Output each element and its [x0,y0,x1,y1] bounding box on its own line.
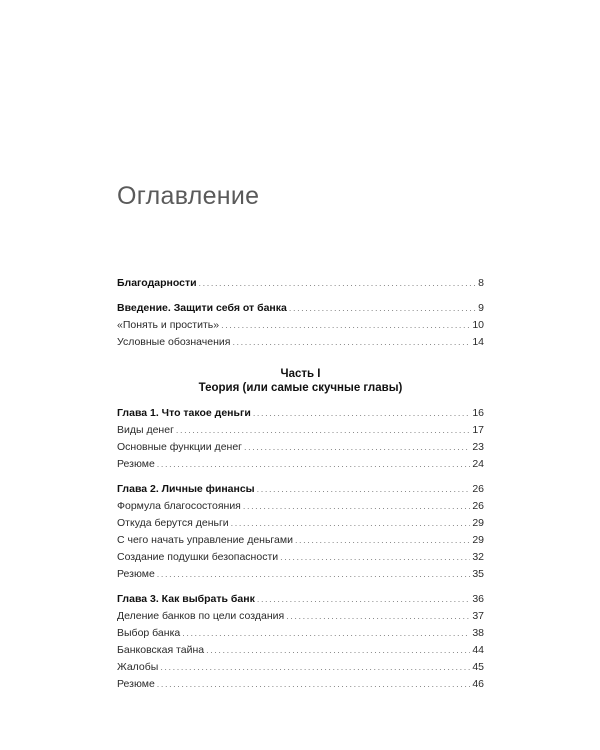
toc-entry-label: Резюме [117,678,155,690]
dot-leader [221,317,470,334]
dot-leader [280,549,470,566]
toc-entry-label: Глава 3. Как выбрать банк [117,593,255,605]
toc-entry-page: 35 [472,568,484,580]
toc-group-intro [117,300,484,351]
toc-entry-label: Выбор банка [117,627,181,639]
toc-entry-label: Виды денег [117,424,174,436]
dot-leader [295,532,470,549]
dot-leader [286,608,470,625]
toc-entry[interactable] [117,481,484,498]
toc-entry-label: Введение. Защити себя от банка [117,302,287,314]
toc-entry-page: 17 [472,424,484,436]
toc-entry-page: 36 [472,593,484,605]
table-of-contents [117,275,484,701]
toc-entry-page: 26 [472,500,484,512]
toc-entry-page: 26 [472,483,484,495]
toc-entry[interactable] [117,300,484,317]
toc-entry[interactable] [117,642,484,659]
toc-entry[interactable] [117,532,484,549]
toc-entry-label: Благодарности [117,277,197,289]
toc-entry[interactable] [117,439,484,456]
dot-leader [182,625,470,642]
toc-entry-page: 24 [472,458,484,470]
toc-entry-label: Банковская тайна [117,644,205,656]
toc-entry-label: Резюме [117,458,155,470]
toc-entry-page: 9 [478,302,484,314]
toc-entry-page: 32 [472,551,484,563]
toc-entry[interactable] [117,317,484,334]
toc-entry[interactable] [117,591,484,608]
toc-entry-page: 14 [472,336,484,348]
dot-leader [176,422,470,439]
toc-entry[interactable] [117,549,484,566]
toc-entry-label: Формула благосостояния [117,500,241,512]
dot-leader [231,515,471,532]
page-title: Оглавление [117,182,260,210]
toc-entry-label: «Понять и простить» [117,319,220,331]
toc-entry-label: Основные функции денег [117,441,242,453]
dot-leader [257,591,470,608]
dot-leader [257,481,471,498]
toc-entry-page: 16 [472,407,484,419]
toc-entry-page: 38 [472,627,484,639]
toc-entry[interactable] [117,498,484,515]
part-label: Часть I [280,368,321,380]
dot-leader [253,405,471,422]
toc-entry[interactable] [117,625,484,642]
toc-entry-label: Резюме [117,568,155,580]
dot-leader [289,300,476,317]
dot-leader [157,566,471,583]
dot-leader [160,659,470,676]
toc-entry-label: Глава 2. Личные финансы [117,483,255,495]
toc-entry-label: Жалобы [117,661,159,673]
part-heading [117,367,484,395]
toc-entry[interactable] [117,676,484,693]
dot-leader [244,439,470,456]
dot-leader [157,676,471,693]
dot-leader [243,498,470,515]
toc-entry-label: С чего начать управление деньгами [117,534,293,546]
toc-entry[interactable] [117,608,484,625]
toc-entry[interactable] [117,334,484,351]
part-title: Теория (или самые скучные главы) [198,382,403,394]
dot-leader [232,334,470,351]
toc-entry-page: 29 [472,517,484,529]
dot-leader [199,275,477,292]
toc-entry-page: 44 [472,644,484,656]
toc-entry-label: Откуда берутся деньги [117,517,229,529]
dot-leader [157,456,471,473]
toc-entry-label: Глава 1. Что такое деньги [117,407,251,419]
toc-entry-page: 45 [472,661,484,673]
toc-entry[interactable] [117,659,484,676]
toc-entry-page: 23 [472,441,484,453]
toc-entry-page: 29 [472,534,484,546]
toc-entry-label: Условные обозначения [117,336,231,348]
toc-entry-page: 10 [472,319,484,331]
toc-group-chapter-2 [117,481,484,583]
toc-entry[interactable] [117,422,484,439]
toc-entry-page: 8 [478,277,484,289]
toc-entry-label: Деление банков по цели создания [117,610,285,622]
toc-entry[interactable] [117,456,484,473]
toc-entry[interactable] [117,566,484,583]
toc-entry-page: 46 [472,678,484,690]
toc-entry-page: 37 [472,610,484,622]
toc-group-chapter-3 [117,591,484,693]
toc-group-chapter-1 [117,405,484,473]
dot-leader [206,642,470,659]
toc-entry[interactable] [117,515,484,532]
toc-entry[interactable] [117,275,484,292]
toc-entry-label: Создание подушки безопасности [117,551,279,563]
toc-entry[interactable] [117,405,484,422]
toc-group-front [117,275,484,292]
